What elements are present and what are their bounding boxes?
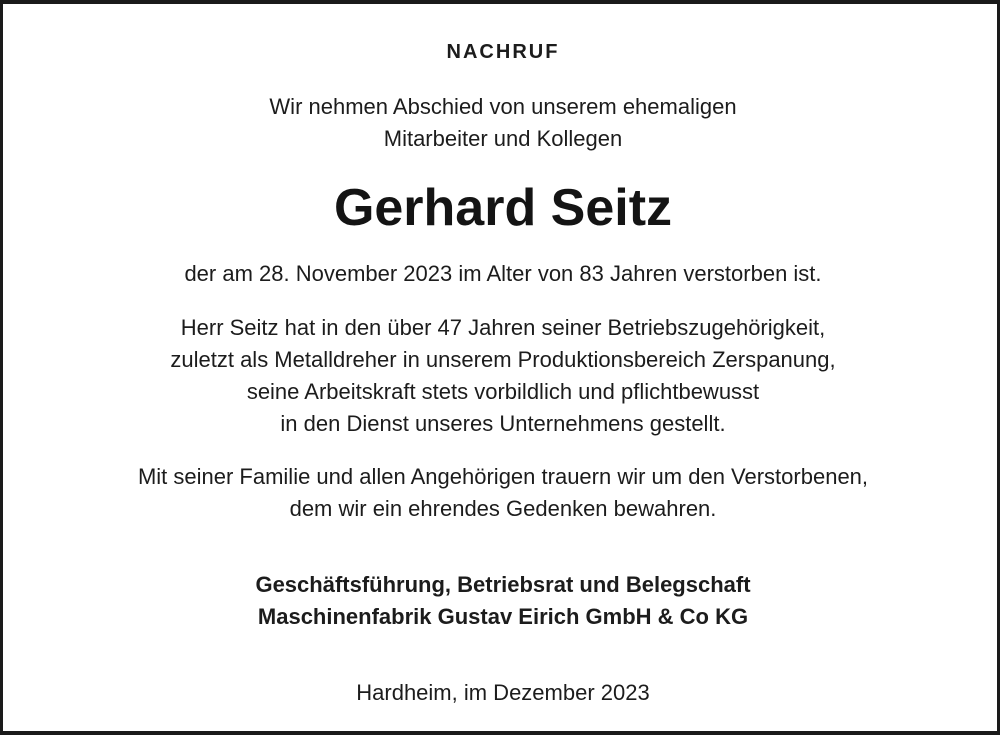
- place-date: Hardheim, im Dezember 2023: [356, 680, 650, 705]
- company-name: Maschinenfabrik Gustav Eirich GmbH & Co KG: [257, 604, 749, 629]
- paragraph-line: zuletzt als Metalldreher in unserem Produktionsbereich Zerspanung,: [170, 347, 836, 372]
- paragraph-line: dem wir ein ehrendes Gedenken bewahren.: [289, 496, 717, 521]
- intro-line: Wir nehmen Abschied von unserem ehemaligen: [269, 94, 737, 119]
- career-paragraph: [3, 312, 1000, 440]
- intro-line: Mitarbeiter und Kollegen: [383, 126, 623, 151]
- notice-heading: NACHRUF: [446, 41, 560, 63]
- condolence-paragraph: [3, 461, 1000, 525]
- paragraph-line: Herr Seitz hat in den über 47 Jahren seiner Betriebszugehörigkeit,: [180, 315, 826, 340]
- paragraph-line: Mit seiner Familie und allen Angehörigen trauern wir um den Verstorbenen,: [137, 464, 869, 489]
- paragraph-line: in den Dienst unseres Unternehmens gestellt.: [280, 411, 726, 436]
- signature-block: [3, 569, 1000, 633]
- death-date-line: der am 28. November 2023 im Alter von 83 Jahren verstorben ist.: [184, 261, 822, 286]
- intro-text: [3, 91, 1000, 155]
- deceased-name: Gerhard Seitz: [333, 179, 673, 237]
- signature-line: Geschäftsführung, Betriebsrat und Belegschaft: [255, 572, 751, 597]
- paragraph-line: seine Arbeitskraft stets vorbildlich und pflichtbewusst: [246, 379, 760, 404]
